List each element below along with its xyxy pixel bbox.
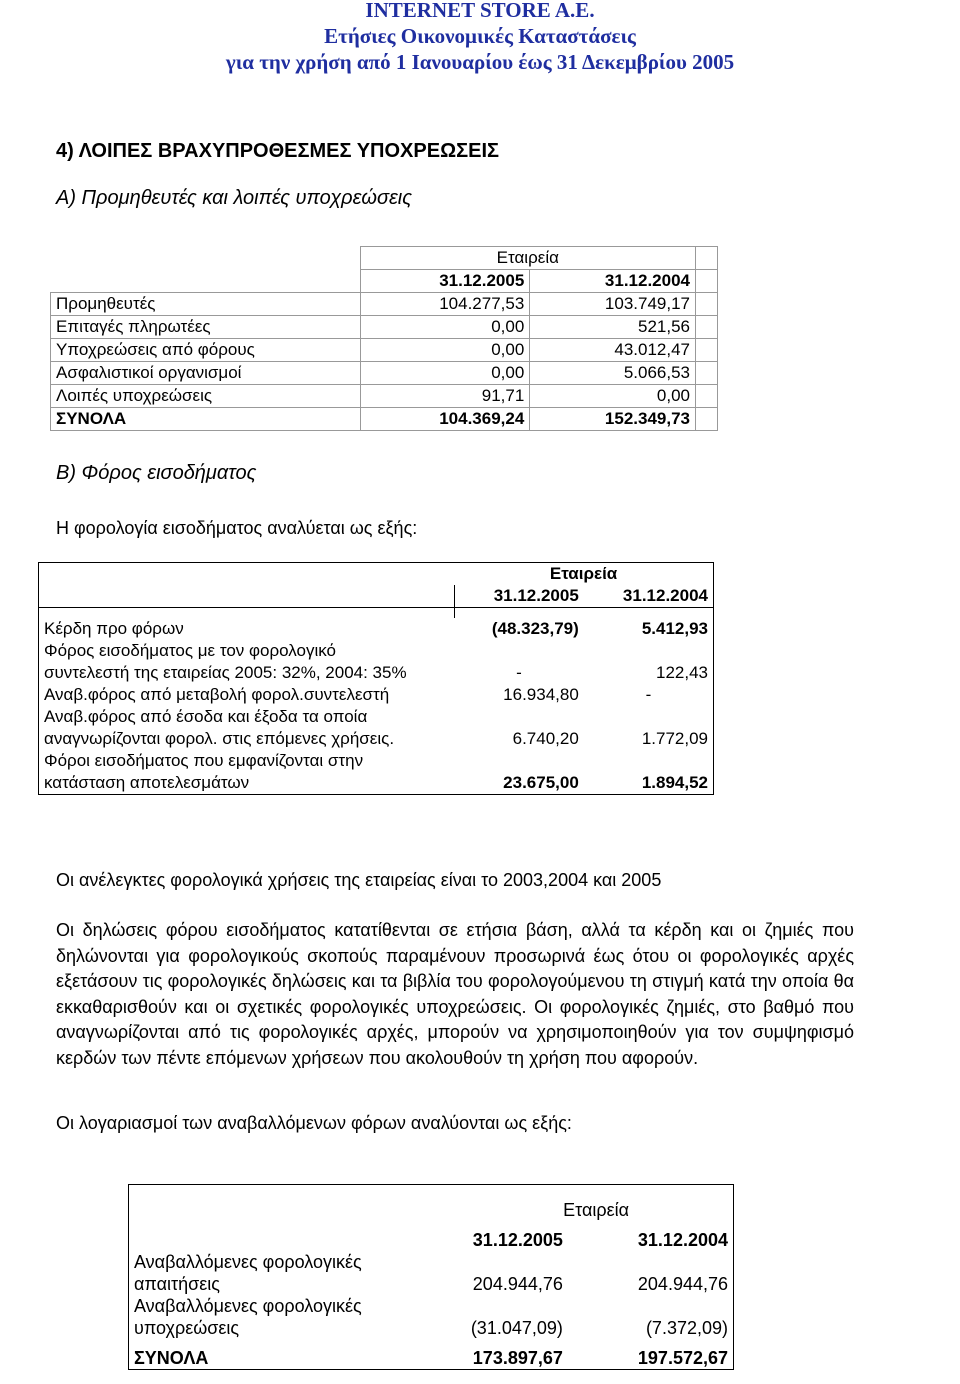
table-row [51, 385, 718, 408]
row-label: Προμηθευτές [51, 293, 361, 316]
total-row [129, 1347, 734, 1370]
header-period: για την χρήση από 1 Ιανουαρίου έως 31 Δεκεμβρίου 2005 [225, 50, 735, 74]
row-value-2004: 204.944,76 [637, 1274, 728, 1294]
row-label: Ασφαλιστικοί οργανισμοί [51, 362, 361, 385]
row-value-2005: (31.047,09) [470, 1318, 563, 1338]
row-label: Κέρδη προ φόρων [44, 619, 184, 638]
row-label: υποχρεώσεις [134, 1318, 240, 1338]
row-value-2005: - [516, 663, 522, 682]
row-label: Υποχρεώσεις από φόρους [51, 339, 361, 362]
table-row [39, 662, 714, 684]
table-row [51, 362, 718, 385]
total-row [39, 772, 714, 795]
row-label: Αναβαλλόμενες φορολογικές [134, 1252, 362, 1272]
row-value-2005: 0,00 [360, 316, 530, 339]
col-2004: 31.12.2004 [530, 270, 696, 293]
row-label: Αναβ.φόρος από μεταβολή φορολ.συντελεστή [44, 685, 390, 704]
tax-returns-paragraph: Οι δηλώσεις φόρου εισοδήματος κατατίθενται σε ετήσια βάση, αλλά τα κέρδη και οι ζημιές που δηλώνονται για φορολογικούς σκοπούς παραμένουν προσωρινά έως ότου οι φορολογικές αρχές εξετάσουν τις φορολογικές δηλώσεις και τα βιβλία του φορολογούμενου τη στιγμή κατά την οποία θα εκκαθαρισθούν και οι σχετικές φορολογικές υποχρεώσεις. Οι φορολογικές ζημιές, στο βαθμό που αναγνωρίζονται από τις φορολογικές αρχές, μπορούν να χρησιμοποιηθούν για τον συμψηφισμό κερδών των πέντε επόμενων χρήσεων που ακολουθούν τη χρήση που αφορούν. [56, 920, 854, 1068]
row-label: Αναβαλλόμενες φορολογικές [134, 1296, 362, 1316]
total-label: ΣΥΝΟΛΑ [51, 408, 361, 431]
company-header: Εταιρεία [360, 247, 695, 270]
row-value-2005: 104.277,53 [360, 293, 530, 316]
col-2005: 31.12.2005 [472, 1230, 563, 1250]
table-row [129, 1317, 734, 1339]
row-label: αναγνωρίζονται φορολ. στις επόμενες χρήσεις. [44, 729, 395, 748]
row-value-2004: 5.412,93 [641, 619, 708, 638]
table-row [129, 1273, 734, 1295]
table-row [51, 316, 718, 339]
col-2005: 31.12.2005 [360, 270, 530, 293]
row-value-2005: 204.944,76 [472, 1274, 563, 1294]
row-value-2005: (48.323,79) [491, 619, 579, 638]
tax-intro: Η φορολογία εισοδήματος αναλύεται ως εξής: [56, 518, 418, 538]
row-label: συντελεστή της εταιρείας 2005: 32%, 2004: 35% [44, 663, 407, 682]
table-row [39, 728, 714, 750]
row-value-2004: 103.749,17 [530, 293, 696, 316]
unaudited-years-text: Οι ανέλεγκτες φορολογικά χρήσεις της εταιρείας είναι το 2003,2004 και 2005 [56, 870, 662, 890]
deferred-tax-table [128, 1184, 734, 1370]
row-label: κατάσταση αποτελεσμάτων [44, 773, 250, 792]
row-label: Φόρος εισοδήματος με τον φορολογικό [44, 641, 336, 660]
total-value-2004: 152.349,73 [530, 408, 696, 431]
row-label: απαιτήσεις [134, 1274, 220, 1294]
col-2004: 31.12.2004 [637, 1230, 728, 1250]
total-value-2004: 197.572,67 [637, 1348, 728, 1368]
row-value-2004: - [645, 685, 652, 704]
total-value-2005: 173.897,67 [472, 1348, 563, 1368]
col-2004: 31.12.2004 [622, 586, 708, 605]
company-header: Εταιρεία [563, 1200, 630, 1220]
row-value-2004: 1.772,09 [641, 729, 708, 748]
header-statements: Ετήσιες Οικονομικές Καταστάσεις [324, 24, 636, 48]
table-row [51, 293, 718, 316]
row-value-2005: 0,00 [360, 339, 530, 362]
row-value-2004: 0,00 [530, 385, 696, 408]
table-row [51, 339, 718, 362]
deferred-intro: Οι λογαριασμοί των αναβαλλόμενων φόρων αναλύονται ως εξής: [56, 1113, 572, 1133]
table-row [39, 618, 714, 640]
total-row [51, 408, 718, 431]
row-value-2005: 0,00 [360, 362, 530, 385]
total-value-2005: 104.369,24 [360, 408, 530, 431]
row-value-2005: 6.740,20 [512, 729, 579, 748]
row-label: Φόροι εισοδήματος που εμφανίζονται στην [44, 751, 364, 770]
row-value-2005: 16.934,80 [503, 685, 579, 704]
row-value-2005: 91,71 [360, 385, 530, 408]
section-title: 4) ΛΟΙΠΕΣ ΒΡΑΧΥΠΡΟΘΕΣΜΕΣ ΥΠΟΧΡΕΩΣΕΙΣ [56, 140, 500, 162]
row-value-2004: 122,43 [656, 663, 708, 682]
company-header: Εταιρεία [549, 564, 618, 583]
row-value-2004: (7.372,09) [645, 1318, 728, 1338]
row-label: Επιταγές πληρωτέες [51, 316, 361, 339]
subsection-a-title: Α) Προμηθευτές και λοιπές υποχρεώσεις [56, 187, 412, 209]
row-label: Λοιπές υποχρεώσεις [51, 385, 361, 408]
subsection-b-title: Β) Φόρος εισοδήματος [56, 462, 257, 484]
row-value-2004: 5.066,53 [530, 362, 696, 385]
row-value-2004: 1.894,52 [641, 773, 708, 792]
row-value-2004: 521,56 [530, 316, 696, 339]
income-tax-table [38, 562, 714, 795]
row-label: Αναβ.φόρος από έσοδα και έξοδα τα οποία [44, 707, 368, 726]
suppliers-table [50, 246, 718, 431]
col-2005: 31.12.2005 [493, 586, 579, 605]
header-company: INTERNET STORE A.E. [365, 0, 595, 22]
total-label: ΣΥΝΟΛΑ [134, 1348, 209, 1368]
row-value-2004: 43.012,47 [530, 339, 696, 362]
table-row [39, 684, 714, 706]
row-value-2005: 23.675,00 [503, 773, 579, 792]
